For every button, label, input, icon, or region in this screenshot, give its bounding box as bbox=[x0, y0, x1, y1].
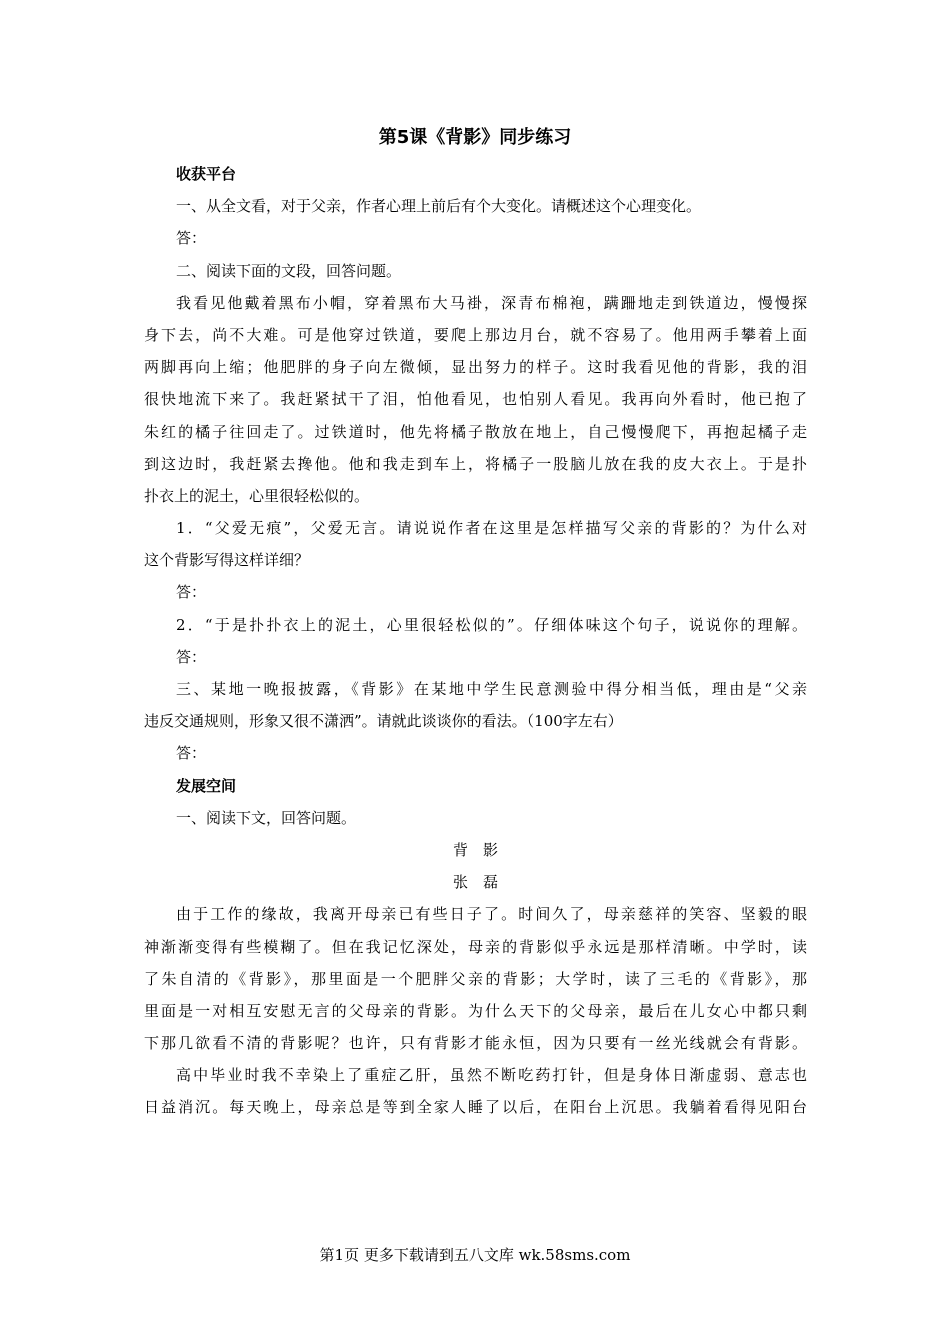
passage-line: 我看见他戴着黑布小帽，穿着黑布大马褂，深青布棉袍，蹒跚地走到铁道边，慢慢探 bbox=[176, 293, 807, 312]
page-footer: 第1页 更多下载请到五八文库 wk.58sms.com bbox=[319, 1246, 631, 1264]
article-title: 背 影 bbox=[452, 840, 498, 859]
question-2: 二、阅读下面的文段，回答问题。 bbox=[176, 261, 402, 280]
section-heading-develop: 发展空间 bbox=[176, 776, 237, 795]
article-line: 下那几欲看不清的背影呢？也许，只有背影才能永恒，因为只要有一丝光线就会有背影。 bbox=[144, 1034, 807, 1053]
passage-line: 身下去，尚不大难。可是他穿过铁道，要爬上那边月台，就不容易了。他用两手攀着上面 bbox=[144, 325, 807, 344]
sub-question-2: 2．“于是扑扑衣上的泥土，心里很轻松似的”。仔细体味这个句子，说说你的理解。 bbox=[176, 615, 807, 634]
page-title: 第5课《背影》同步练习 bbox=[378, 127, 572, 148]
passage-line: 扑衣上的泥土，心里很轻松似的。 bbox=[144, 486, 370, 505]
answer-label: 答： bbox=[176, 647, 207, 666]
answer-label: 答： bbox=[176, 583, 207, 602]
answer-label: 答： bbox=[176, 744, 207, 763]
sub-question-1: 1．“父爱无痕”，父爱无言。请说说作者在这里是怎样描写父亲的背影的？为什么对 bbox=[176, 519, 807, 538]
article-line: 里面是一对相互安慰无言的父母亲的背影。为什么天下的父母亲，最后在儿女心中都只剩 bbox=[144, 1001, 807, 1020]
document-body bbox=[144, 158, 807, 1124]
article-line: 日益消沉。每天晚上，母亲总是等到全家人睡了以后，在阳台上沉思。我躺着看得见阳台 bbox=[144, 1098, 807, 1117]
passage-line: 到这边时，我赶紧去搀他。他和我走到车上，将橘子一股脑儿放在我的皮大衣上。于是扑 bbox=[144, 454, 807, 473]
article-author: 张 磊 bbox=[452, 873, 498, 892]
article-line: 了朱自清的《背影》，那里面是一个肥胖父亲的背影；大学时，读了三毛的《背影》，那 bbox=[144, 969, 807, 988]
sub-question-1-cont: 这个背影写得这样详细？ bbox=[144, 551, 310, 570]
section-heading-harvest: 收获平台 bbox=[176, 165, 237, 183]
question-3: 三、某地一晚报披露，《背影》在某地中学生民意测验中得分相当低，理由是“父亲 bbox=[176, 680, 807, 698]
passage-line: 朱红的橘子往回走了。过铁道时，他先将橘子散放在地上，自己慢慢爬下，再抱起橘子走 bbox=[144, 422, 807, 441]
passage-line: 很快地流下来了。我赶紧拭干了泪，怕他看见，也怕别人看见。我再向外看时，他已抱了 bbox=[144, 390, 807, 409]
answer-label: 答： bbox=[176, 229, 207, 248]
article-line: 神渐渐变得有些模糊了。但在我记忆深处，母亲的背影似乎永远是那样清晰。中学时，读 bbox=[144, 937, 807, 956]
question-3-cont: 违反交通规则，形象又很不潇洒”。请就此谈谈你的看法。（100字左右） bbox=[144, 712, 623, 731]
article-line: 由于工作的缘故，我离开母亲已有些日子了。时间久了，母亲慈祥的笑容、坚毅的眼 bbox=[176, 905, 807, 924]
question-1: 一、从全文看，对于父亲，作者心理上前后有个大变化。请概述这个心理变化。 bbox=[176, 197, 702, 216]
question-reading: 一、阅读下文，回答问题。 bbox=[176, 808, 357, 827]
passage-line: 两脚再向上缩；他肥胖的身子向左微倾，显出努力的样子。这时我看见他的背影，我的泪 bbox=[144, 358, 807, 377]
article-line: 高中毕业时我不幸染上了重症乙肝，虽然不断吃药打针，但是身体日渐虚弱、意志也 bbox=[176, 1066, 807, 1085]
